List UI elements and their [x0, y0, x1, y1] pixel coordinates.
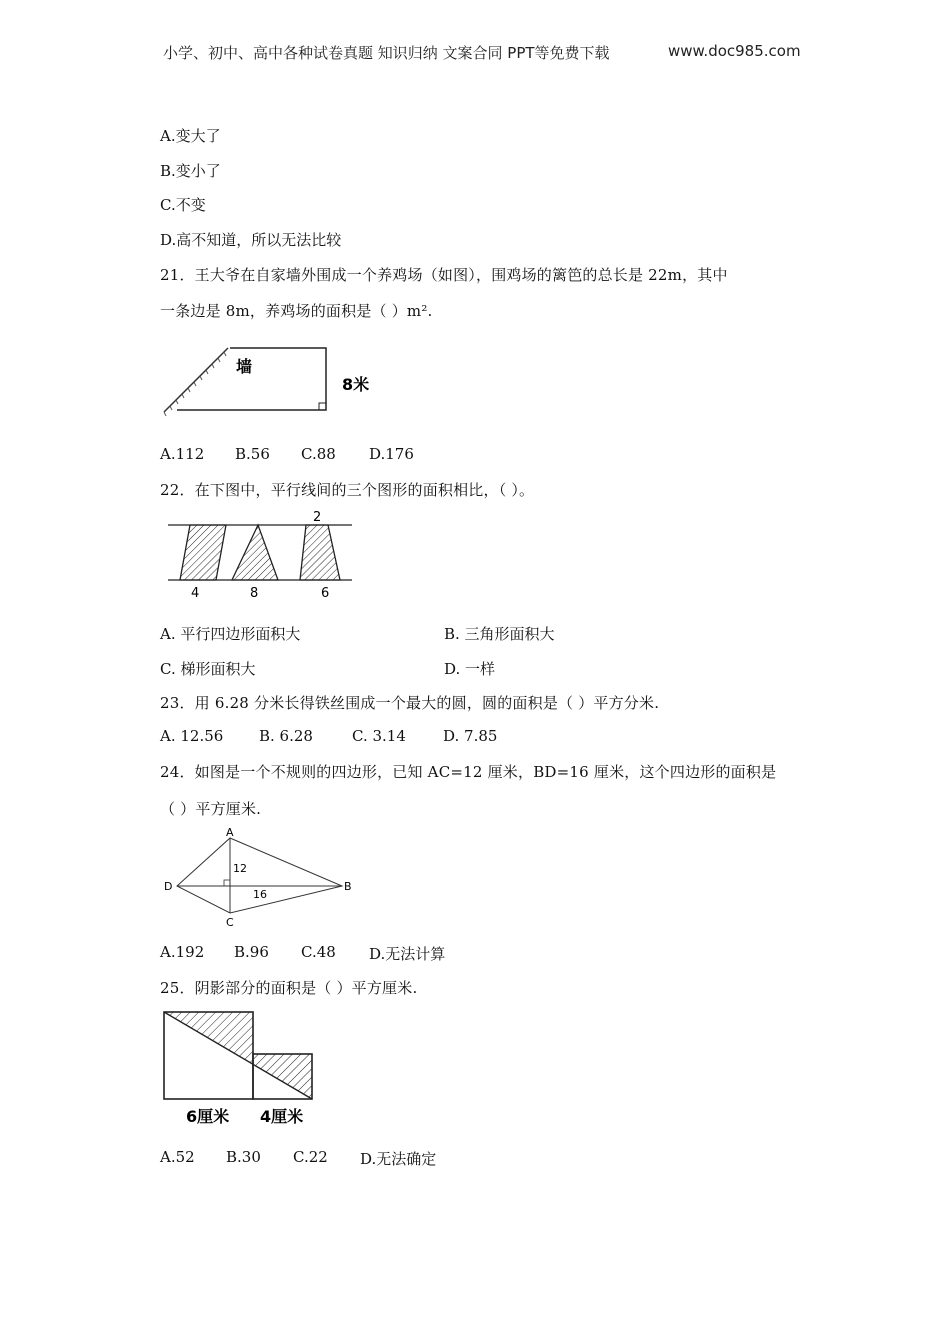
q24-option-b: B.96: [234, 943, 269, 961]
q21-option-d: D.176: [369, 445, 414, 463]
q23-stem: 23．用 6.28 分米长得铁丝围成一个最大的圆，圆的面积是（ ）平方分米.: [160, 694, 660, 712]
q21-stem-line2: 一条边是 8m，养鸡场的面积是（ ）m².: [160, 302, 433, 320]
q21-wall-line: [164, 348, 228, 412]
q20-option-d: D.高不知道，所以无法比较: [160, 231, 342, 249]
q21-right-angle-mark: [319, 403, 326, 410]
q24-label-d: D: [164, 880, 173, 893]
q21-wall-label: 墙: [236, 357, 253, 376]
q24-option-a: A.192: [160, 943, 205, 961]
header-site-url[interactable]: www.doc985.com: [668, 42, 801, 60]
q21-option-b: B.56: [235, 445, 270, 463]
q24-quadrilateral: [177, 838, 342, 913]
q22-option-c: C. 梯形面积大: [160, 660, 256, 678]
q25-right-length-label: 4厘米: [260, 1107, 304, 1126]
q22-option-b: B. 三角形面积大: [444, 625, 555, 643]
q22-parallel-figure: [160, 505, 360, 603]
q23-option-b: B. 6.28: [259, 727, 313, 745]
q20-option-b: B.变小了: [160, 162, 221, 180]
q22-parallelogram: [180, 525, 226, 580]
q22-triangle: [232, 525, 278, 580]
q22-bottom-label-3: 6: [321, 586, 330, 601]
q22-stem: 22．在下图中，平行线间的三个图形的面积相比，（ ）。: [160, 481, 535, 499]
q21-option-a: A.112: [160, 445, 205, 463]
q25-squares-figure: [160, 1008, 340, 1133]
q23-option-c: C. 3.14: [352, 727, 406, 745]
q22-top-label: 2: [313, 510, 322, 525]
q21-stem-line1: 21．王大爷在自家墙外围成一个养鸡场（如图），围鸡场的篱笆的总长是 22m，其中: [160, 266, 728, 284]
q23-option-d: D. 7.85: [443, 727, 498, 745]
q24-right-angle-mark: [224, 880, 230, 886]
q22-option-a: A. 平行四边形面积大: [160, 625, 301, 643]
q25-stem: 25．阴影部分的面积是（ ）平方厘米.: [160, 979, 418, 997]
q24-stem-line2: （ ）平方厘米.: [160, 800, 262, 818]
q20-option-c: C.不变: [160, 196, 206, 214]
q25-option-b: B.30: [226, 1148, 261, 1166]
q21-option-c: C.88: [301, 445, 336, 463]
q25-option-a: A.52: [160, 1148, 195, 1166]
q24-label-bd-length: 16: [253, 888, 267, 901]
q22-bottom-label-1: 4: [191, 586, 200, 601]
q22-option-d: D. 一样: [444, 660, 496, 678]
q22-trapezoid: [300, 525, 340, 580]
q23-option-a: A. 12.56: [160, 727, 224, 745]
q24-stem-line1: 24．如图是一个不规则的四边形，已知 AC=12 厘米，BD=16 厘米，这个四边形的面积是: [160, 763, 777, 781]
q21-side-label: 8米: [342, 375, 370, 394]
q21-chicken-yard-figure: [160, 338, 390, 423]
q25-left-length-label: 6厘米: [186, 1107, 230, 1126]
q24-label-b: B: [344, 880, 352, 893]
q25-option-c: C.22: [293, 1148, 328, 1166]
q24-quadrilateral-figure: [160, 826, 360, 934]
q24-option-d: D.无法计算: [369, 945, 446, 963]
q24-label-a: A: [226, 826, 234, 839]
header-promo-text: 小学、初中、高中各种试卷真题 知识归纳 文案合同 PPT等免费下载: [163, 44, 610, 62]
q25-option-d: D.无法确定: [360, 1150, 437, 1168]
q22-bottom-label-2: 8: [250, 586, 259, 601]
q24-option-c: C.48: [301, 943, 336, 961]
q24-label-c: C: [226, 916, 234, 929]
q20-option-a: A.变大了: [160, 127, 221, 145]
q24-label-ac-length: 12: [233, 862, 247, 875]
